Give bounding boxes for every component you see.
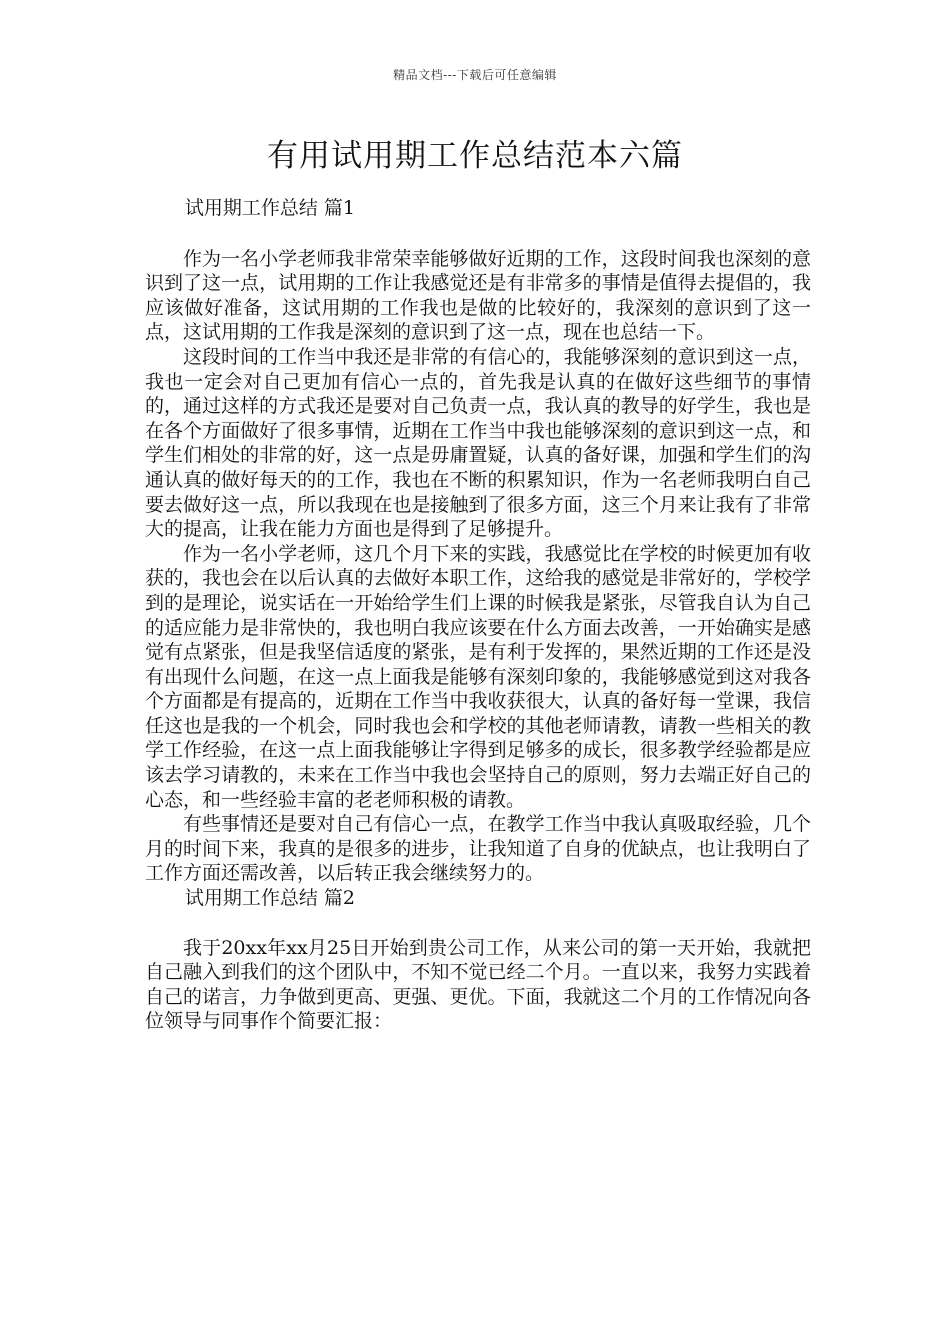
document-body — [145, 196, 811, 1034]
paragraph: 作为一名小学老师，这几个月下来的实践，我感觉比在学校的时候更加有收获的，我也会在以后认真的去做好本职工作，这给我的感觉是非常好的，学校学到的是理论，说实话在一开始给学生们上课的时候我是紧张，尽管我自认为自己的适应能力是非常快的，我也明白我应该要在什么方面去改善，一开始确实是感觉有点紧张，但是我坚信适度的紧张，是有利于发挥的，果然近期的工作还是没有出现什么问题，在这一点上面我是能够有深刻印象的，我能够感觉到这对我各个方面都是有提高的，近期在工作当中我收获很大，认真的备好每一堂课，我信任这也是我的一个机会，同时我也会和学校的其他老师请教，请教一些相关的教学工作经验，在这一点上面我能够让字得到足够多的成长，很多教学经验都是应该去学习请教的，未来在工作当中我也会坚持自己的原则，努力去端正好自己的心态，和一些经验丰富的老老师积极的请教。 — [145, 542, 811, 811]
header-note: 精品文档---下载后可任意编辑 — [393, 68, 557, 82]
section-heading-2: 试用期工作总结 篇2 — [184, 887, 356, 910]
paragraph: 这段时间的工作当中我还是非常的有信心的，我能够深刻的意识到这一点，我也一定会对自己更加有信心一点的，首先我是认真的在做好这些细节的事情的，通过这样的方式我还是要对自己负责一点，我认真的教导的好学生，我也是在各个方面做好了很多事情，近期在工作当中我也能够深刻的意识到这一点，和学生们相处的非常的好，这一点是毋庸置疑，认真的备好课，加强和学生们的沟通认真的做好每天的的工作，我也在不断的积累知识，作为一名老师我明白自己要去做好这一点，所以我现在也是接触到了很多方面，这三个月来让我有了非常大的提高，让我在能力方面也是得到了足够提升。 — [145, 345, 811, 541]
document-title: 有用试用期工作总结范本六篇 — [267, 138, 683, 174]
paragraph: 作为一名小学老师我非常荣幸能够做好近期的工作，这段时间我也深刻的意识到了这一点，试用期的工作让我感觉还是有非常多的事情是值得去提倡的，我应该做好准备，这试用期的工作我也是做的比较好的，我深刻的意识到了这一点，这试用期的工作我是深刻的意识到了这一点，现在也总结一下。 — [145, 247, 811, 344]
section-heading-1: 试用期工作总结 篇1 — [184, 197, 356, 219]
paragraph: 有些事情还是要对自己有信心一点，在教学工作当中我认真吸取经验，几个月的时间下来，我真的是很多的进步，让我知道了自身的优缺点，也让我明白了工作方面还需改善，以后转正我会继续努力的。 — [145, 813, 811, 885]
paragraph: 我于20xx年xx月25日开始到贵公司工作，从来公司的第一天开始，我就把自己融入到我们的这个团队中，不知不觉已经二个月。一直以来，我努力实践着自己的诺言，力争做到更高、更强、更优。下面，我就这二个月的工作情况向各位领导与同事作个简要汇报： — [145, 936, 811, 1033]
